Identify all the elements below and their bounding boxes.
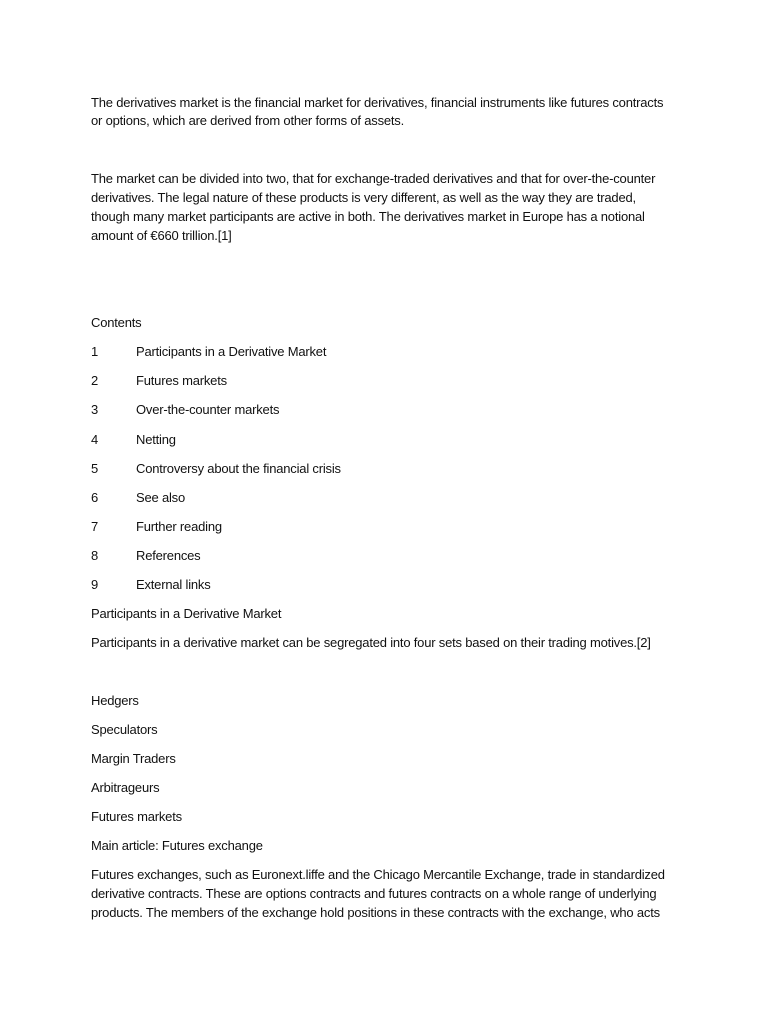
toc-item-label: References [136,548,201,563]
intro-paragraph-1-line-1: The derivatives market is the financial market for derivatives, financial instruments like futures contracts [91,95,664,110]
list-item: Speculators [91,722,158,737]
intro-paragraph-2-line-3: though many market participants are active in both. The derivatives market in Europe has a notional [91,209,645,224]
toc-item-number: 3 [91,402,99,417]
toc-item[interactable] [91,459,591,478]
list-item: Hedgers [91,693,139,708]
toc-item[interactable] [91,546,591,565]
toc-item-number: 9 [91,577,99,592]
toc-item-number: 8 [91,548,99,563]
toc-item-label: Futures markets [136,373,227,388]
list-item: Margin Traders [91,751,176,766]
section-heading-participants: Participants in a Derivative Market [91,606,282,621]
toc-item-number: 5 [91,461,99,476]
toc-item[interactable] [91,517,591,536]
contents-heading: Contents [91,315,142,330]
intro-paragraph-2-line-4: amount of €660 trillion.[1] [91,228,232,243]
toc-item-label: See also [136,490,185,505]
intro-paragraph-2-line-1: The market can be divided into two, that for exchange-traded derivatives and that for over-the-counter [91,171,656,186]
intro-paragraph-1-line-2: or options, which are derived from other forms of assets. [91,113,405,128]
toc-item[interactable] [91,371,591,390]
toc-item-number: 4 [91,432,99,447]
toc-item[interactable] [91,430,591,449]
toc-item-label: Controversy about the financial crisis [136,461,341,476]
toc-item-label: External links [136,577,211,592]
toc-item[interactable] [91,575,591,594]
list-item: Arbitrageurs [91,780,160,795]
toc-item-label: Participants in a Derivative Market [136,344,327,359]
main-article-link[interactable]: Main article: Futures exchange [91,838,263,853]
futures-body-line-2: derivative contracts. These are options contracts and futures contracts on a whole range of underlying [91,886,657,901]
toc-item-number: 2 [91,373,99,388]
toc-item[interactable] [91,342,591,361]
participants-body: Participants in a derivative market can be segregated into four sets based on their trading motives.[2] [91,635,651,650]
section-heading-futures: Futures markets [91,809,182,824]
toc-item[interactable] [91,400,591,419]
futures-body-line-1: Futures exchanges, such as Euronext.liffe and the Chicago Mercantile Exchange, trade in standardized [91,867,665,882]
toc-item-label: Over-the-counter markets [136,402,280,417]
toc-item-number: 6 [91,490,99,505]
toc-item[interactable] [91,488,591,507]
toc-item-number: 7 [91,519,99,534]
toc-item-label: Further reading [136,519,222,534]
toc-item-number: 1 [91,344,99,359]
toc-item-label: Netting [136,432,176,447]
futures-body-line-3: products. The members of the exchange hold positions in these contracts with the exchange, who acts [91,905,660,920]
intro-paragraph-2-line-2: derivatives. The legal nature of these products is very different, as well as the way they are traded, [91,190,636,205]
